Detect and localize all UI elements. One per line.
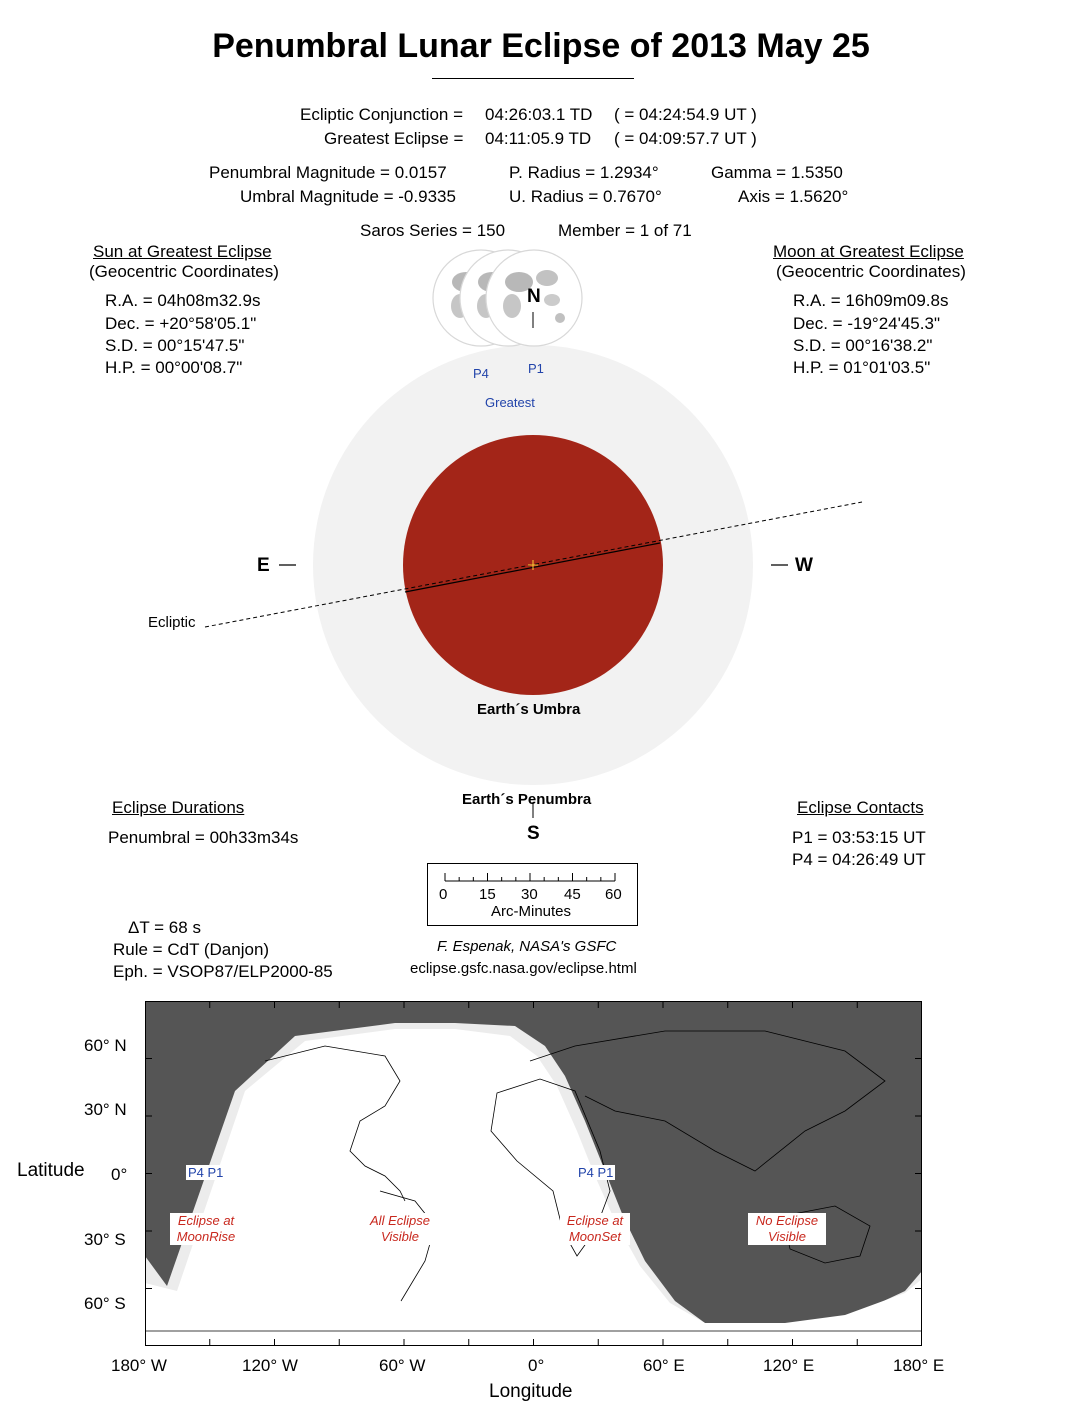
lon-tick-label: 120° E xyxy=(763,1356,815,1375)
scale-tick-label: 15 xyxy=(479,886,496,903)
umbra-label: Earth´s Umbra xyxy=(477,701,581,718)
title-divider xyxy=(432,78,634,79)
map-marker-east: P4 P1 xyxy=(578,1165,614,1180)
lon-tick-label: 60° E xyxy=(643,1356,685,1375)
penumbra-label: Earth´s Penumbra xyxy=(462,791,592,808)
axis-value: Axis = 1.5620° xyxy=(738,187,849,206)
moon-dec: Dec. = -19°24'45.3" xyxy=(793,314,940,333)
lat-tick-label: 30° S xyxy=(84,1230,126,1249)
zone-moonrise-line2: MoonRise xyxy=(176,1229,236,1244)
conjunction-ut: ( = 04:24:54.9 UT ) xyxy=(614,105,757,124)
contacts-heading: Eclipse Contacts xyxy=(797,798,924,817)
saros-series: Saros Series = 150 xyxy=(360,221,506,240)
contact-p1: P1 = 03:53:15 UT xyxy=(792,828,926,847)
south-label: S xyxy=(527,823,540,844)
ecliptic-label: Ecliptic xyxy=(148,614,196,631)
p4-position-label: P4 xyxy=(473,366,489,381)
moon-heading: Moon at Greatest Eclipse xyxy=(773,242,964,261)
greatest-label: Greatest Eclipse = xyxy=(324,129,464,148)
lon-tick-label: 120° W xyxy=(242,1356,298,1375)
saros-member: Member = 1 of 71 xyxy=(558,221,692,240)
lat-tick-label: 30° N xyxy=(84,1100,127,1119)
conjunction-td: 04:26:03.1 TD xyxy=(485,105,593,124)
conjunction-label: Ecliptic Conjunction = xyxy=(300,105,464,124)
lat-tick-label: 0° xyxy=(111,1165,128,1184)
zone-moonset xyxy=(560,1213,630,1245)
greatest-position-label: Greatest xyxy=(485,395,535,410)
penumbral-duration: Penumbral = 00h33m34s xyxy=(108,828,299,847)
moon-subheading: (Geocentric Coordinates) xyxy=(776,262,966,281)
zone-all-visible xyxy=(364,1213,436,1245)
lat-tick-label: 60° N xyxy=(84,1036,127,1055)
sun-sd: S.D. = 00°15'47.5" xyxy=(105,336,245,355)
zone-no-eclipse xyxy=(748,1213,826,1245)
visibility-map xyxy=(145,1001,922,1346)
scale-tick-label: 45 xyxy=(564,886,581,903)
sun-ra: R.A. = 04h08m32.9s xyxy=(105,291,261,310)
lon-tick-label: 180° E xyxy=(893,1356,945,1375)
credit-url: eclipse.gsfc.nasa.gov/eclipse.html xyxy=(410,960,637,977)
zone-moonset-line2: MoonSet xyxy=(568,1229,622,1244)
zone-none-line2: Visible xyxy=(767,1229,807,1244)
gamma-value: Gamma = 1.5350 xyxy=(711,163,843,182)
delta-t: ΔT = 68 s xyxy=(128,918,201,937)
page-title: Penumbral Lunar Eclipse of 2013 May 25 xyxy=(212,27,870,65)
zone-none-line1: No Eclipse xyxy=(755,1213,819,1228)
map-xlabel: Longitude xyxy=(489,1381,573,1402)
lon-tick-label: 0° xyxy=(528,1356,545,1375)
greatest-td: 04:11:05.9 TD xyxy=(485,129,592,148)
lat-tick-label: 60° S xyxy=(84,1294,126,1313)
moon-sd: S.D. = 00°16'38.2" xyxy=(793,336,933,355)
sun-heading: Sun at Greatest Eclipse xyxy=(93,242,272,261)
north-label: N xyxy=(527,286,541,307)
west-label: W xyxy=(795,555,813,576)
map-ylabel: Latitude xyxy=(17,1160,85,1181)
penumbral-magnitude: Penumbral Magnitude = 0.0157 xyxy=(209,163,447,182)
zone-moonrise-line1: Eclipse at xyxy=(177,1213,235,1228)
map-marker-west: P4 P1 xyxy=(188,1165,224,1180)
lon-tick-label: 180° W xyxy=(111,1356,167,1375)
durations-heading: Eclipse Durations xyxy=(112,798,245,817)
zone-all-line2: Visible xyxy=(380,1229,420,1244)
contact-p4: P4 = 04:26:49 UT xyxy=(792,850,926,869)
east-label: E xyxy=(257,555,270,576)
lon-tick-label: 60° W xyxy=(379,1356,426,1375)
p1-position-label: P1 xyxy=(528,361,544,376)
zone-moonset-line1: Eclipse at xyxy=(566,1213,624,1228)
scale-tick-label: 60 xyxy=(605,886,622,903)
sun-subheading: (Geocentric Coordinates) xyxy=(89,262,279,281)
moon-ra: R.A. = 16h09m09.8s xyxy=(793,291,949,310)
scale-label: Arc-Minutes xyxy=(491,903,572,920)
penumbral-radius: P. Radius = 1.2934° xyxy=(509,163,659,182)
umbral-radius: U. Radius = 0.7670° xyxy=(509,187,662,206)
sun-dec: Dec. = +20°58'05.1" xyxy=(105,314,257,333)
sun-hp: H.P. = 00°00'08.7" xyxy=(105,358,243,377)
umbral-magnitude: Umbral Magnitude = -0.9335 xyxy=(240,187,456,206)
rule-value: Rule = CdT (Danjon) xyxy=(113,940,270,959)
scale-tick-label: 30 xyxy=(521,886,538,903)
credit-text: F. Espenak, NASA's GSFC xyxy=(437,938,617,955)
scale-tick-label: 0 xyxy=(439,886,448,903)
eclipse-diagram xyxy=(0,240,1082,860)
zone-moonrise xyxy=(170,1213,242,1245)
moon-hp: H.P. = 01°01'03.5" xyxy=(793,358,931,377)
zone-all-line1: All Eclipse xyxy=(370,1213,430,1228)
greatest-ut: ( = 04:09:57.7 UT ) xyxy=(614,129,757,148)
ephemeris: Eph. = VSOP87/ELP2000-85 xyxy=(113,962,333,981)
